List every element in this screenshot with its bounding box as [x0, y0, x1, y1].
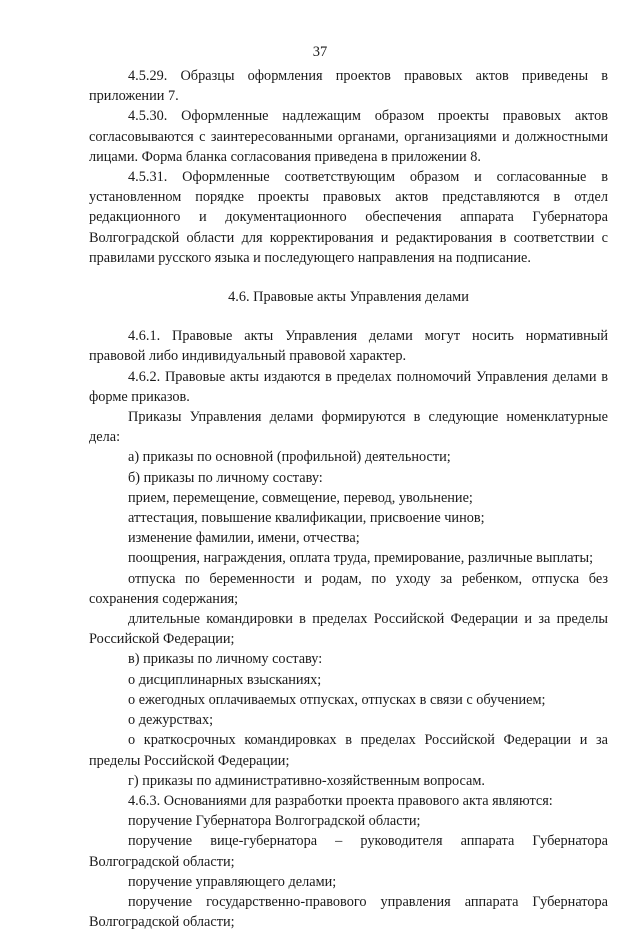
- spacer: [89, 307, 608, 326]
- list-item-b: б) приказы по личному составу:: [128, 469, 323, 486]
- paragraph-orders-intro: Приказы Управления делами формируются в следующие номенклатурные дела:: [89, 409, 608, 446]
- list-item-v: в) приказы по личному составу:: [128, 651, 323, 668]
- list-subitem: о ежегодных оплачиваемых отпусках, отпусках в связи с обучением;: [128, 691, 546, 708]
- list-subitem: аттестация, повышение квалификации, присвоение чинов;: [128, 510, 485, 527]
- list-item-g: г) приказы по административно-хозяйственным вопросам.: [128, 772, 486, 789]
- list-subitem: прием, перемещение, совмещение, перевод, увольнение;: [128, 489, 473, 506]
- paragraph-4-6-3: 4.6.3. Основаниями для разработки проекта правового акта являются:: [128, 792, 553, 809]
- paragraph-4-5-31: 4.5.31. Оформленные соответствующим образом и согласованные в установленном порядке проекты правовых актов представляются в отдел редакционного и документационного обеспечения аппарата Губернатора Волгоградской области для корректирования и редактирования в соответствии с правилами русского языка и последующего направления на подписание.: [89, 169, 608, 266]
- list-subitem: о дисциплинарных взысканиях;: [128, 671, 322, 688]
- list-subitem: о дежурствах;: [128, 712, 214, 729]
- list-subitem: поручение государственно-правового управления аппарата Губернатора Волгоградской области;: [89, 893, 608, 931]
- document-body: [89, 66, 608, 932]
- paragraph-4-6-1: 4.6.1. Правовые акты Управления делами могут носить нормативный правовой либо индивидуальный правовой характер.: [89, 328, 608, 365]
- paragraph-4-5-30: 4.5.30. Оформленные надлежащим образом проекты правовых актов согласовываются с заинтересованными органами, организациями и должностными лицами. Форма бланка согласования приведена в приложении 8.: [89, 108, 608, 165]
- list-subitem: поощрения, награждения, оплата труда, премирование, различные выплаты;: [128, 550, 594, 567]
- list-subitem: отпуска по беременности и родам, по уходу за ребенком, отпуска без сохранения содержания;: [89, 570, 608, 607]
- paragraph-4-5-29: 4.5.29. Образцы оформления проектов правовых актов приведены в приложении 7.: [89, 68, 608, 105]
- list-subitem: изменение фамилии, имени, отчества;: [128, 530, 360, 547]
- list-subitem: о краткосрочных командировках в пределах Российской Федерации и за пределы Российской Федерации;: [89, 732, 608, 769]
- section-heading: 4.6. Правовые акты Управления делами: [228, 289, 469, 306]
- list-subitem: поручение Губернатора Волгоградской области;: [128, 813, 421, 830]
- list-subitem: поручение управляющего делами;: [128, 873, 337, 890]
- page-number: 37: [312, 44, 328, 60]
- list-subitem: поручение вице-губернатора – руководителя аппарата Губернатора Волгоградской области;: [89, 833, 608, 870]
- list-subitem: длительные командировки в пределах Российской Федерации и за пределы Российской Федерации;: [89, 611, 608, 648]
- list-item-a: а) приказы по основной (профильной) деятельности;: [128, 449, 451, 466]
- spacer: [89, 268, 608, 287]
- paragraph-4-6-2: 4.6.2. Правовые акты издаются в пределах полномочий Управления делами в форме приказов.: [89, 368, 608, 405]
